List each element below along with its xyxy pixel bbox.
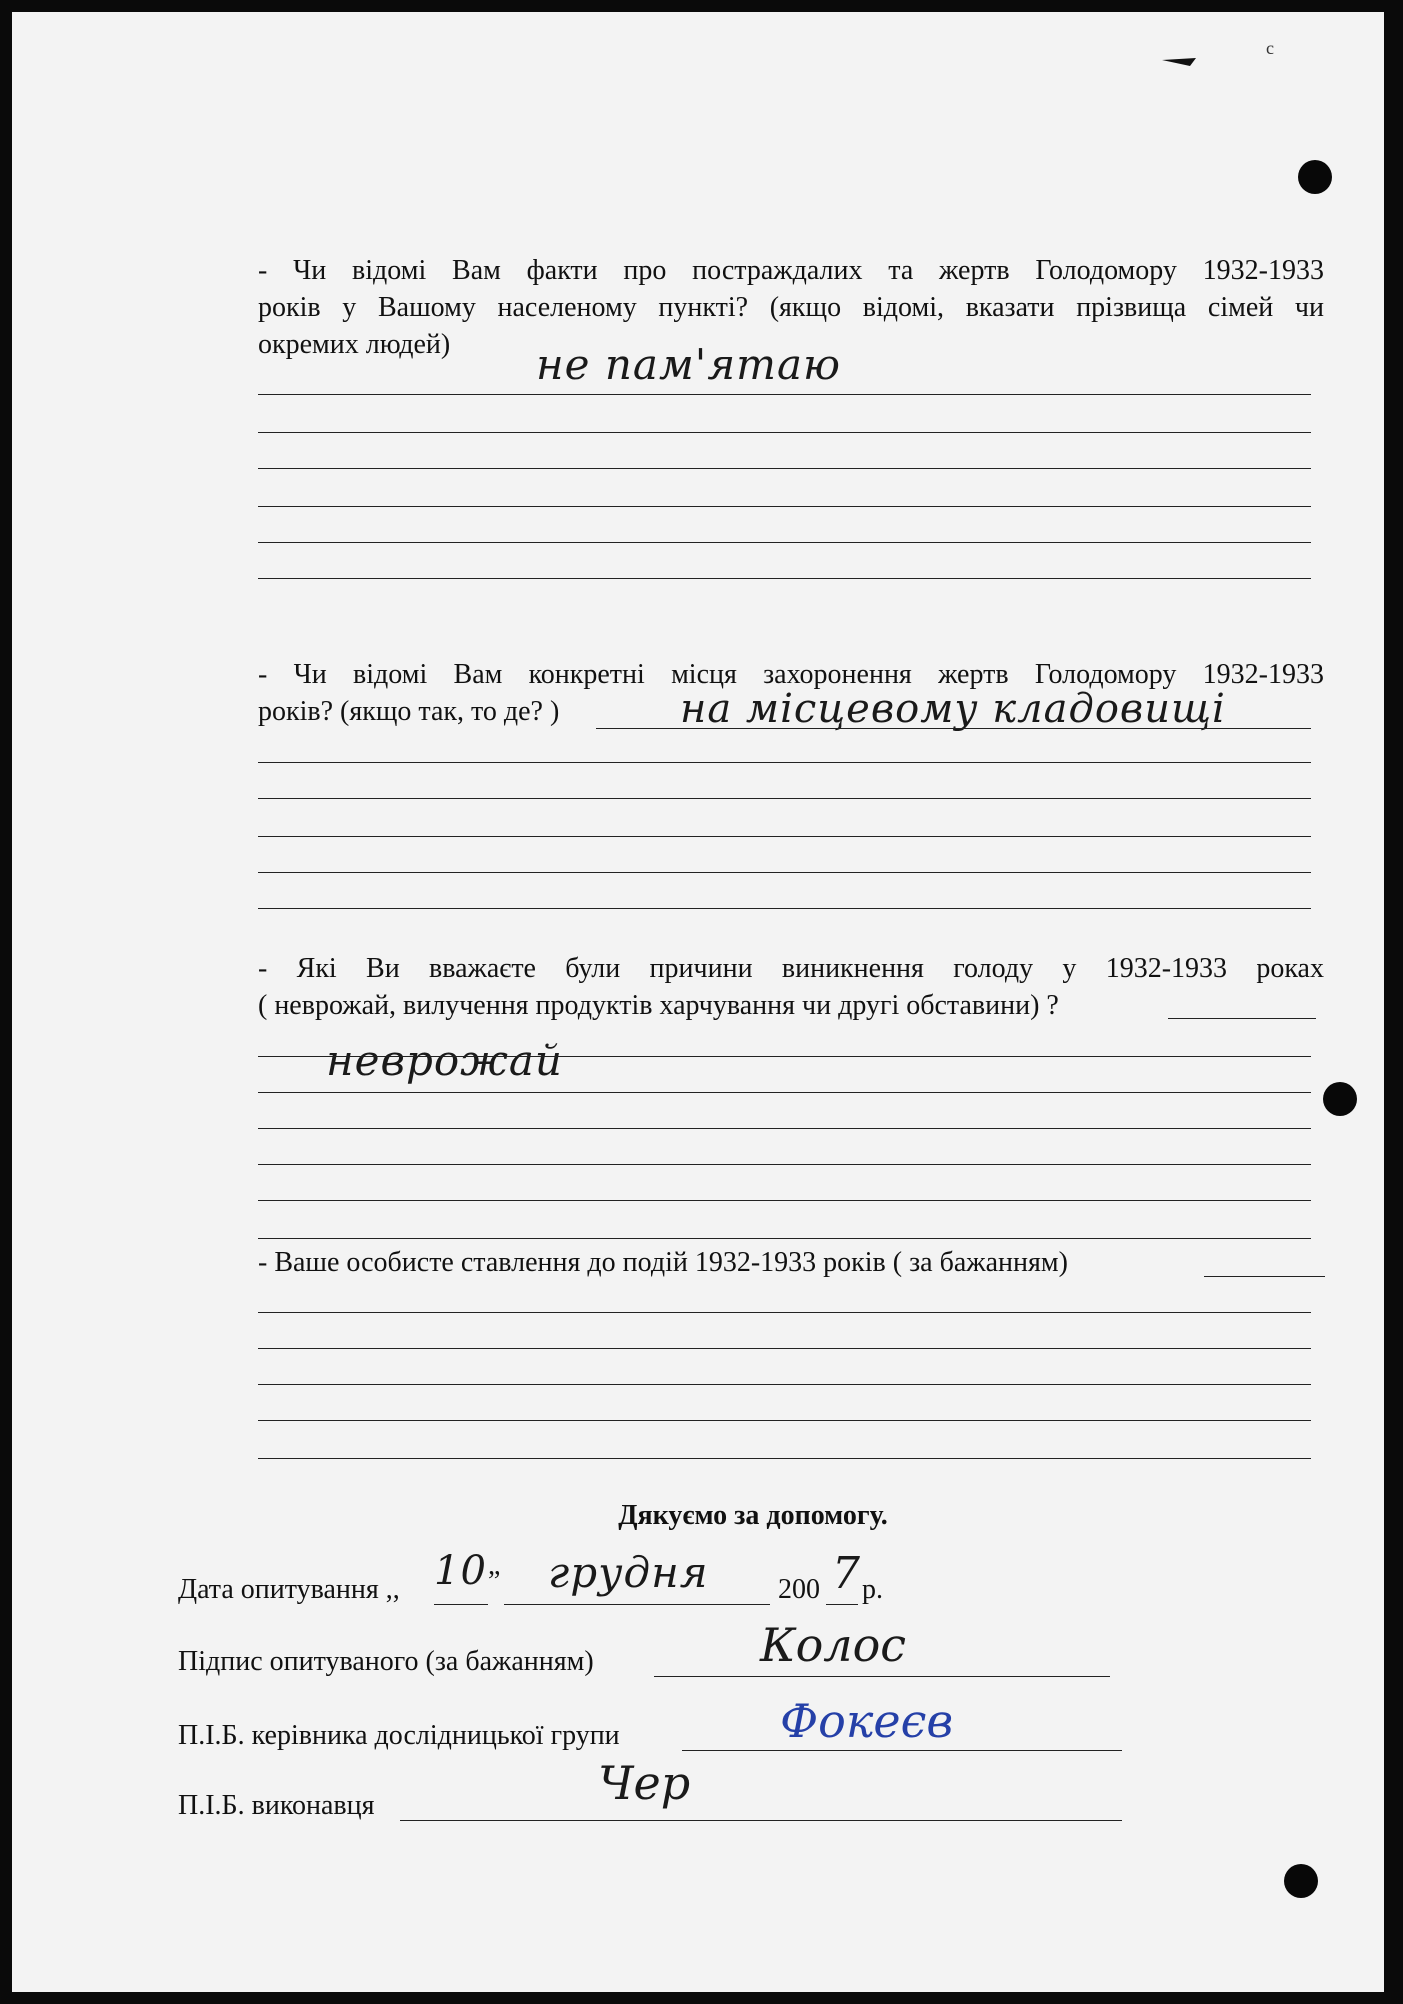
- answer-line: [258, 798, 1311, 799]
- answer-line: [258, 1092, 1311, 1093]
- question-1-line-3: окремих людей): [258, 329, 451, 360]
- respondent-signature-label: Підпис опитуваного (за бажанням): [178, 1646, 594, 1677]
- question-1-line-2: років у Вашому населеному пункті? (якщо відомі, вказати прізвища сімей чи: [258, 292, 1324, 323]
- answer-1-handwriting: не пам'ятаю: [536, 340, 841, 389]
- answer-line: [258, 1312, 1311, 1313]
- date-suffix: р.: [862, 1574, 883, 1605]
- group-leader-label: П.І.Б. керівника дослідницької групи: [178, 1720, 620, 1751]
- answer-line: [1168, 1018, 1316, 1019]
- date-month-handwriting: грудня: [548, 1548, 709, 1597]
- pen-mark-icon: [1162, 54, 1196, 72]
- punch-hole-bottom: [1284, 1864, 1318, 1898]
- answer-line: [258, 1458, 1311, 1459]
- respondent-signature: Колос: [760, 1618, 907, 1672]
- date-month-line: [504, 1604, 770, 1605]
- answer-line: [258, 1238, 1311, 1239]
- question-1-line-1: - Чи відомі Вам факти про постраждалих та жертв Голодомору 1932-1933: [258, 255, 1324, 286]
- question-2-line-1: - Чи відомі Вам конкретні місця захоронення жертв Голодомору 1932-1933: [258, 659, 1324, 690]
- answer-line: [258, 1128, 1311, 1129]
- respondent-signature-line: [654, 1676, 1110, 1677]
- answer-line: [258, 1420, 1311, 1421]
- executor-line: [400, 1820, 1122, 1821]
- answer-line: [258, 468, 1311, 469]
- answer-line: [258, 578, 1311, 579]
- answer-line: [258, 872, 1311, 873]
- executor-signature: Чер: [598, 1756, 691, 1810]
- answer-2-handwriting: на місцевому кладовищі: [680, 686, 1226, 732]
- question-2-line-2: років? (якщо так, то де? ): [258, 696, 560, 727]
- answer-line: [258, 542, 1311, 543]
- answer-line: [258, 1384, 1311, 1385]
- date-day-handwriting: 10: [434, 1548, 487, 1594]
- answer-line: [258, 1200, 1311, 1201]
- question-3: [258, 950, 1324, 1024]
- executor-label: П.І.Б. виконавця: [178, 1790, 375, 1821]
- date-year-handwriting: 7: [832, 1548, 861, 1599]
- date-day-line: [434, 1604, 488, 1605]
- answer-line: [258, 432, 1311, 433]
- date-year-line: [826, 1604, 858, 1605]
- group-leader-signature: Фокеєв: [780, 1694, 954, 1748]
- corner-mark: c: [1266, 38, 1274, 58]
- punch-hole-top: [1298, 160, 1332, 194]
- question-3-line-2: ( неврожай, вилучення продуктів харчування чи другі обставини) ?: [258, 990, 1059, 1021]
- date-year-prefix: 200: [778, 1574, 820, 1605]
- answer-line: [1204, 1276, 1325, 1277]
- answer-line: [258, 908, 1311, 909]
- question-4: [258, 1244, 1324, 1281]
- date-label: Дата опитування ,,: [178, 1574, 400, 1605]
- answer-line: [258, 762, 1311, 763]
- answer-line: [258, 394, 1311, 395]
- answer-line: [258, 1056, 1311, 1057]
- group-leader-line: [682, 1750, 1122, 1751]
- question-3-line-1: - Які Ви вважаєте були причини виникнення голоду у 1932-1933 роках: [258, 953, 1324, 984]
- thanks-heading: Дякуємо за допомогу.: [618, 1500, 888, 1531]
- answer-line: [258, 506, 1311, 507]
- answer-line: [258, 1164, 1311, 1165]
- date-row: [178, 1574, 400, 1606]
- answer-line: [258, 836, 1311, 837]
- question-4-line-1: - Ваше особисте ставлення до подій 1932-1933 років ( за бажанням): [258, 1247, 1068, 1278]
- answer-line: [258, 1348, 1311, 1349]
- answer-3-handwriting: неврожай: [326, 1036, 563, 1085]
- date-quote-close: ”: [488, 1566, 501, 1597]
- punch-hole-middle: [1323, 1082, 1357, 1116]
- answer-line: [596, 728, 1311, 729]
